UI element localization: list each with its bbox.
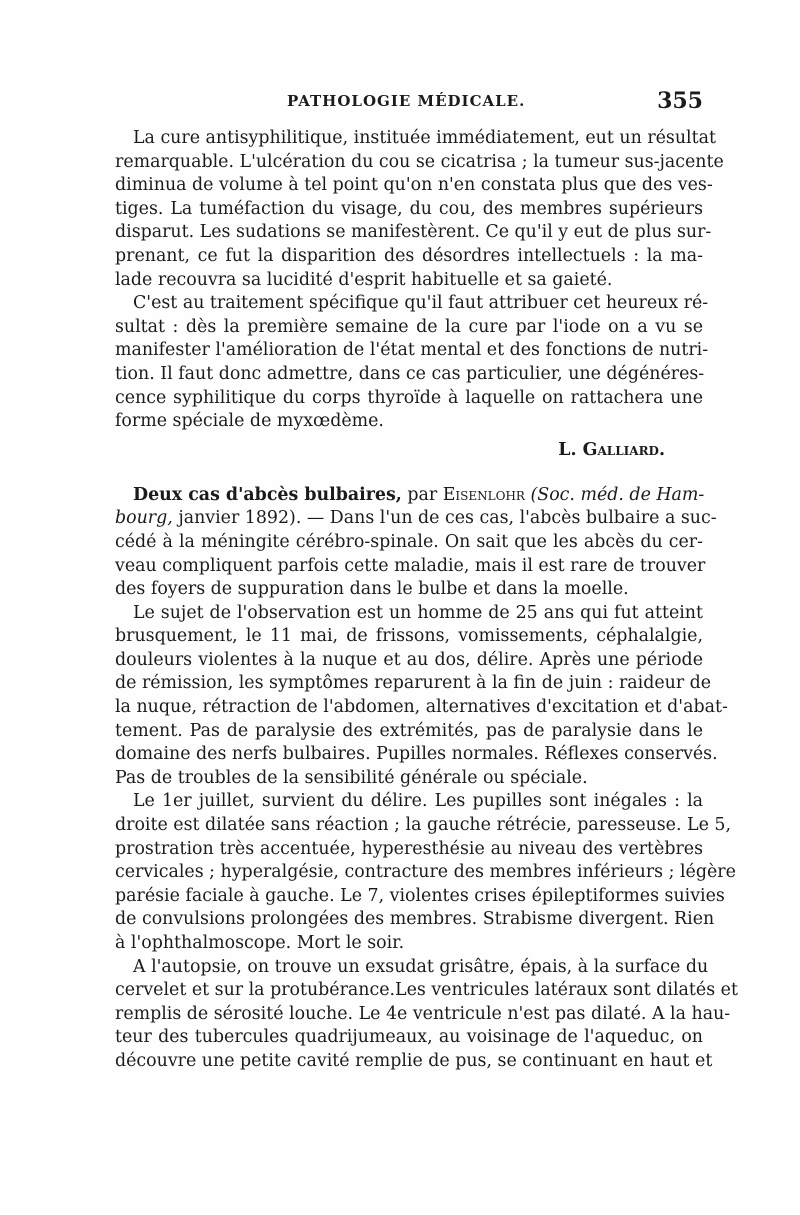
running-title: PATHOLOGIE MÉDICALE. bbox=[287, 92, 526, 110]
text-line: cervelet et sur la protubérance.Les ventricules latéraux sont dilatés et bbox=[115, 980, 738, 1001]
abstract-citation-end: bourg, bbox=[115, 508, 173, 529]
paragraph-4 bbox=[115, 602, 728, 791]
text-line: tement. Pas de paralysie des extrémités, pas de paralysie dans le bbox=[115, 720, 703, 741]
paragraph-5 bbox=[115, 790, 736, 955]
running-head bbox=[115, 88, 703, 118]
text-line: parésie faciale à gauche. Le 7, violentes crises épileptiformes suivies bbox=[115, 885, 725, 906]
text-line: remplis de sérosité louche. Le 4e ventricule n'est pas dilaté. A la hau- bbox=[115, 1003, 731, 1024]
text-line: lade recouvra sa lucidité d'esprit habituelle et sa gaieté. bbox=[115, 269, 613, 290]
text-line: forme spéciale de myxœdème. bbox=[115, 411, 384, 432]
text-line: cervicales ; hyperalgésie, contracture des membres inférieurs ; légère bbox=[115, 862, 736, 883]
author-signature: L. Galliard. bbox=[558, 439, 665, 460]
text-line: de rémission, les symptômes reparurent à la fin de juin : raideur de bbox=[115, 673, 712, 694]
text-line: diminua de volume à tel point qu'on n'en constata plus que des ves- bbox=[115, 175, 713, 196]
paragraph-6 bbox=[115, 956, 738, 1074]
text-line: de convulsions prolongées des membres. Strabisme divergent. Rien bbox=[115, 909, 715, 930]
text-line: cence syphilitique du corps thyroïde à laquelle on rattachera une bbox=[115, 387, 703, 408]
paragraph-2 bbox=[115, 292, 709, 434]
text-line: brusquement, le 11 mai, de frissons, vomissements, céphalalgie, bbox=[115, 626, 703, 647]
text-line: prostration très accentuée, hyperesthésie au niveau des vertèbres bbox=[115, 838, 703, 859]
text-line: veau compliquent parfois cette maladie, mais il est rare de trouver bbox=[115, 555, 706, 576]
text-line: teur des tubercules quadrijumeaux, au voisinage de l'aqueduc, on bbox=[115, 1027, 703, 1048]
text-line: découvre une petite cavité remplie de pus, se continuant en haut et bbox=[115, 1050, 713, 1071]
abstract-title: Deux cas d'abcès bulbaires, bbox=[133, 484, 402, 505]
text-line: la nuque, rétraction de l'abdomen, alternatives d'excitation et d'abat- bbox=[115, 697, 728, 718]
abstract-citation: (Soc. méd. de Ham- bbox=[530, 484, 705, 505]
text-line: domaine des nerfs bulbaires. Pupilles normales. Réflexes conservés. bbox=[115, 744, 718, 765]
abstract-by: par bbox=[407, 484, 438, 505]
text-line: à l'ophthalmoscope. Mort le soir. bbox=[115, 933, 405, 953]
text-line: Le sujet de l'observation est un homme de 25 ans qui fut atteint bbox=[133, 602, 703, 623]
text-line: tion. Il faut donc admettre, dans ce cas particulier, une dégénéres- bbox=[115, 363, 705, 384]
abstract-heading-line bbox=[115, 484, 703, 508]
text-line: des foyers de suppuration dans le bulbe et dans la moelle. bbox=[115, 579, 629, 600]
text-line bbox=[115, 507, 717, 531]
text-line: remarquable. L'ulcération du cou se cicatrisa ; la tumeur sus-jacente bbox=[115, 151, 724, 172]
text-line: disparut. Les sudations se manifestèrent. Ce qu'il y eut de plus sur- bbox=[115, 222, 712, 243]
abstract-line-rest: janvier 1892). — Dans l'un de ces cas, l'abcès bulbaire a suc- bbox=[178, 508, 717, 529]
text-line: Pas de troubles de la sensibilité générale ou spéciale. bbox=[115, 767, 588, 788]
text-line: manifester l'amélioration de l'état mental et des fonctions de nutri- bbox=[115, 340, 709, 361]
section-gap bbox=[115, 462, 703, 484]
text-line: prenant, ce fut la disparition des désordres intellectuels : la ma- bbox=[115, 245, 703, 266]
body-text bbox=[115, 127, 738, 1074]
text-line: La cure antisyphilitique, instituée immédiatement, eut un résultat bbox=[133, 128, 716, 148]
text-line: douleurs violentes à la nuque et au dos, délire. Après une période bbox=[115, 649, 703, 670]
text-line: Le 1er juillet, survient du délire. Les pupilles sont inégales : la bbox=[133, 791, 703, 812]
abstract-paragraph bbox=[115, 484, 717, 602]
paragraph-1 bbox=[115, 127, 724, 292]
page-number: 355 bbox=[657, 88, 703, 114]
abstract-author: Eisenlohr bbox=[442, 484, 525, 505]
text-line: droite est dilatée sans réaction ; la gauche rétrécie, paresseuse. Le 5, bbox=[115, 815, 731, 836]
text-line: sultat : dès la première semaine de la cure par l'iode on a vu se bbox=[115, 316, 703, 337]
text-line: C'est au traitement spécifique qu'il faut attribuer cet heureux ré- bbox=[133, 293, 709, 314]
text-line: cédé à la méningite cérébro-spinale. On sait que les abcès du cer- bbox=[115, 531, 703, 552]
text-line: tiges. La tuméfaction du visage, du cou, des membres supérieurs bbox=[115, 198, 703, 219]
text-line: A l'autopsie, on trouve un exsudat grisâtre, épais, à la surface du bbox=[133, 956, 709, 977]
